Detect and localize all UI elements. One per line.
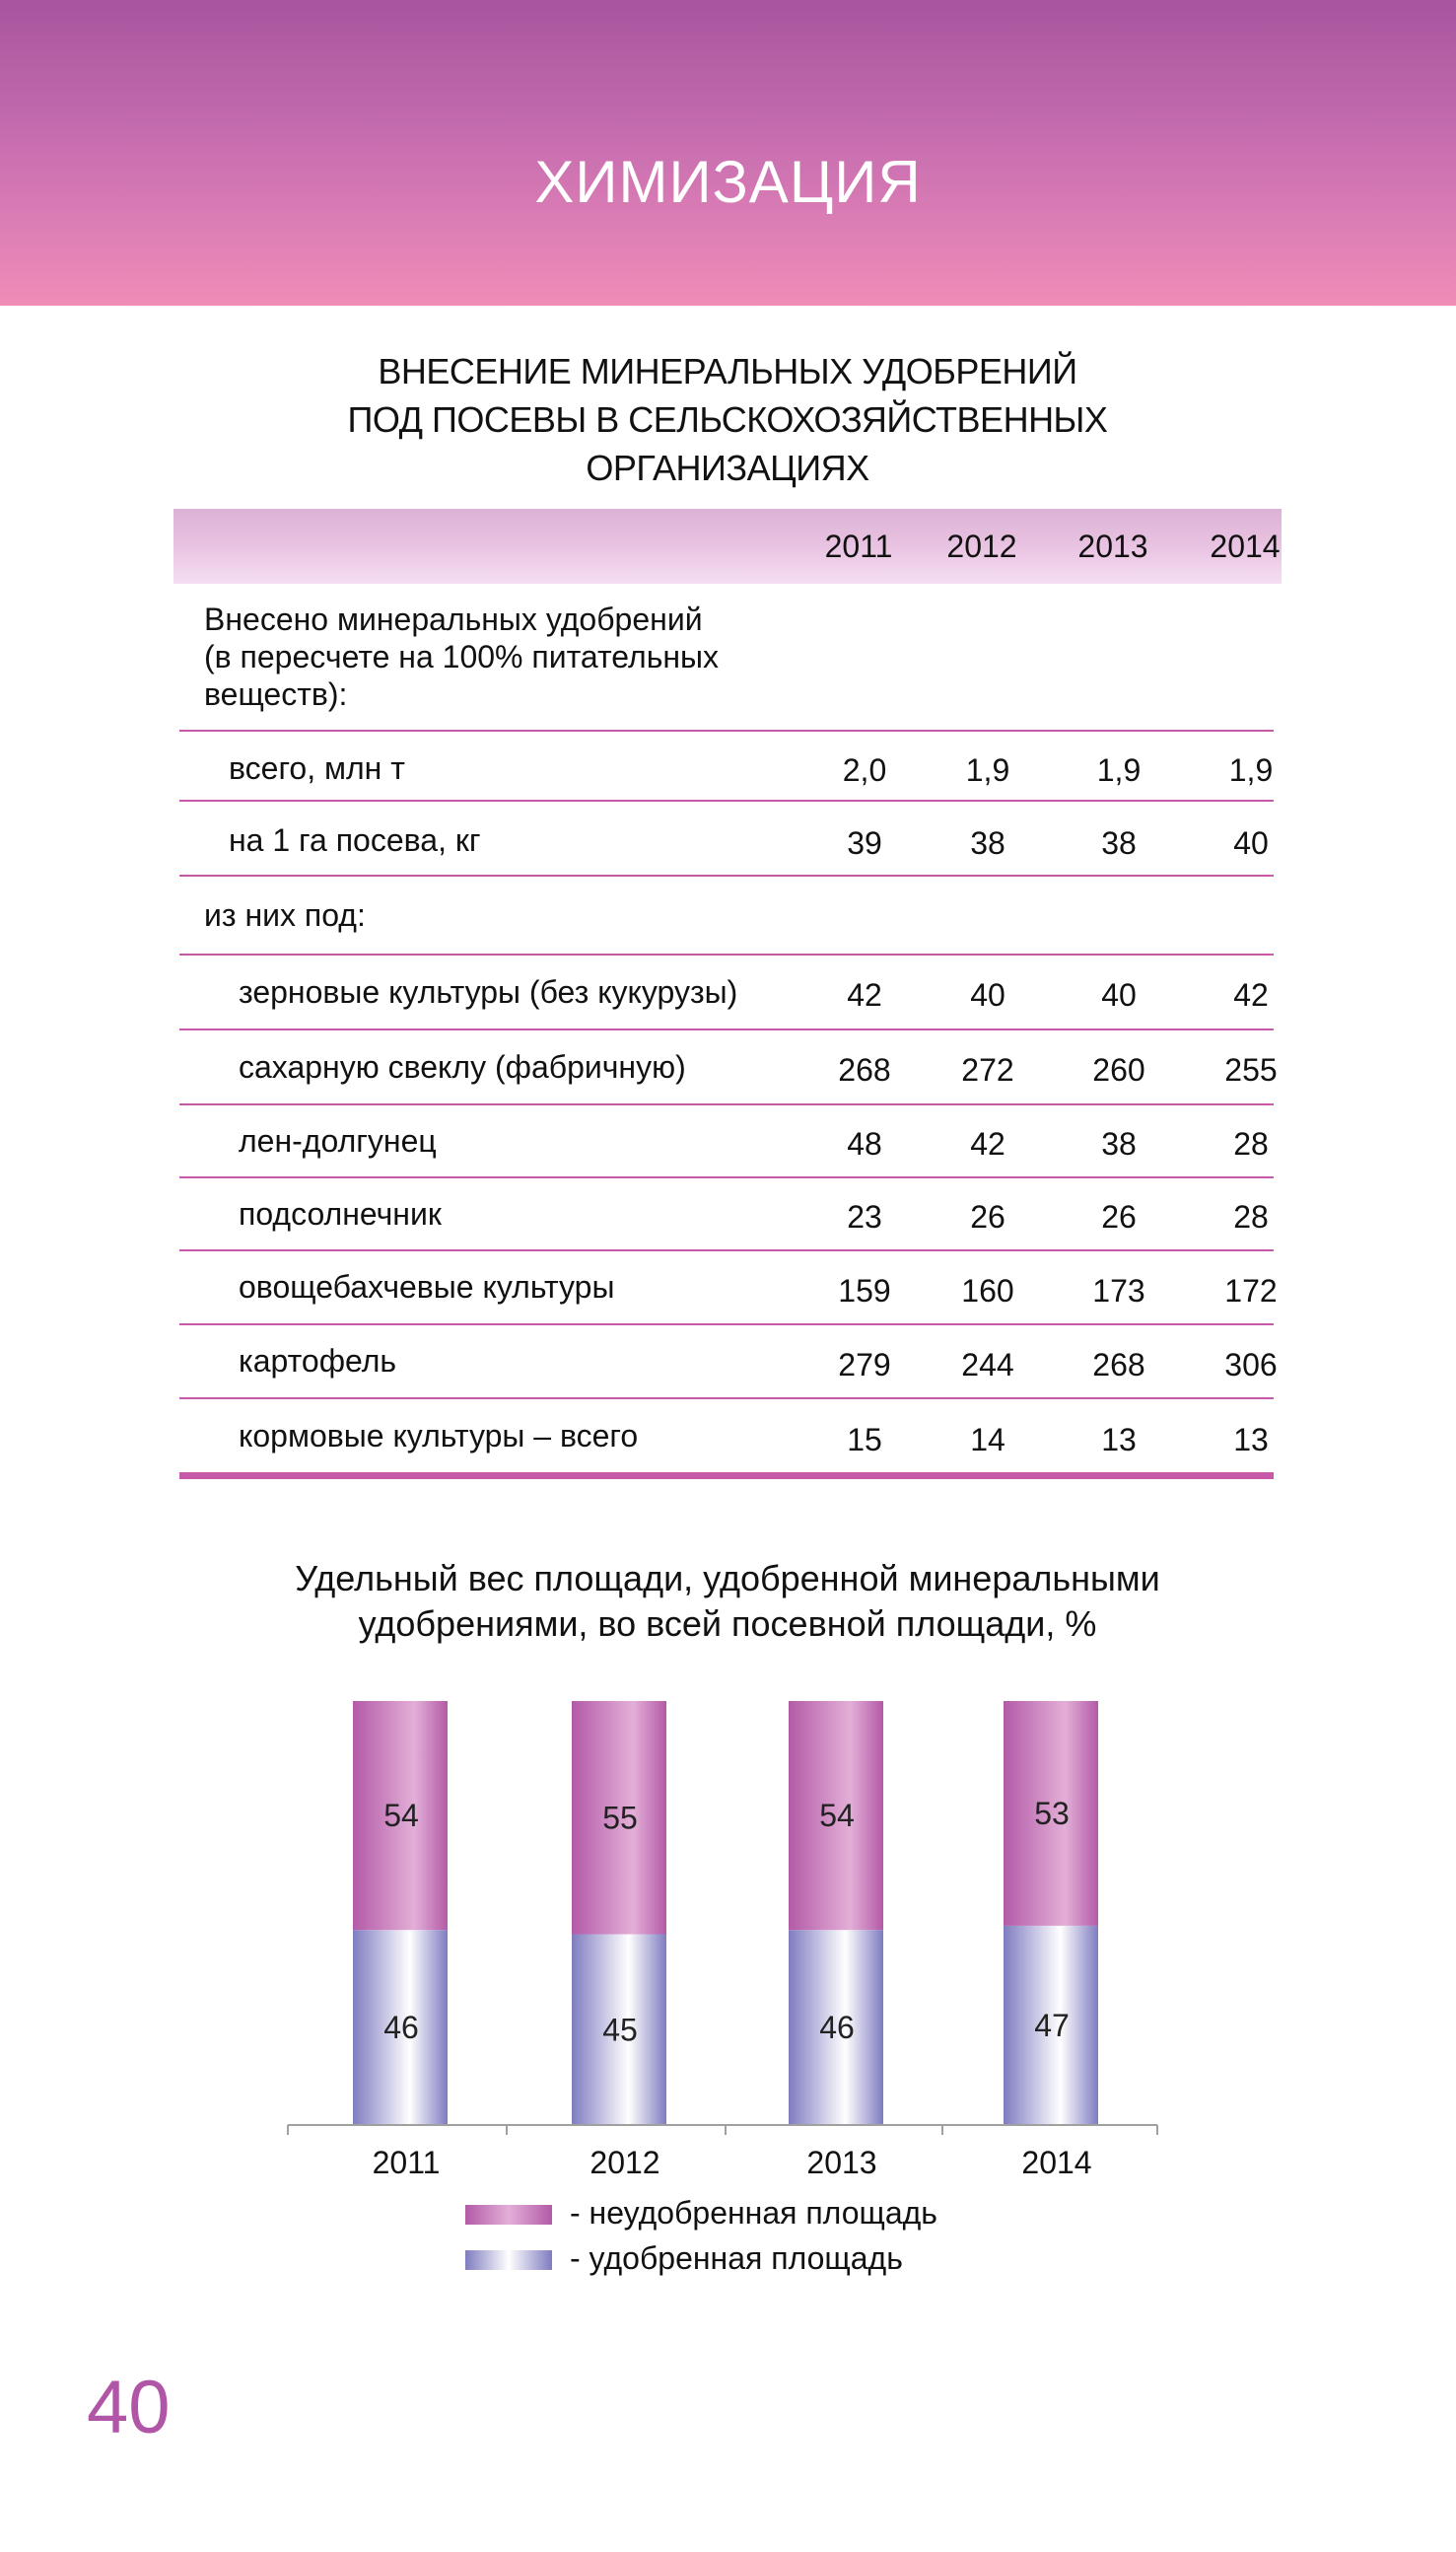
chart-title-line-2: удобрениями, во всей посевной площади, %: [358, 1603, 1097, 1644]
row-value-2012: 160: [961, 1273, 1014, 1309]
row-label: овощебахчевые культуры: [239, 1269, 615, 1305]
row-value-2013: 38: [1101, 1126, 1137, 1162]
row-value-2011: 42: [847, 977, 882, 1013]
intro-line-2: (в пересчете на 100% питательных: [204, 639, 720, 674]
row-value-2011: 15: [847, 1422, 882, 1457]
row-value-2013: 13: [1101, 1422, 1137, 1457]
intro-line-3: веществ):: [204, 676, 348, 712]
year-header-2011: 2011: [824, 529, 893, 564]
row-value-2012: 1,9: [965, 752, 1010, 788]
x-tick-label-2014: 2014: [1021, 2145, 1092, 2180]
bar-label-fertilized-2011: 46: [383, 2010, 419, 2046]
row-value-2014: 306: [1224, 1347, 1278, 1382]
row-value-2013: 1,9: [1096, 752, 1142, 788]
row-value-2011: 23: [847, 1199, 882, 1235]
year-header-2012: 2012: [946, 529, 1017, 564]
x-tick-label-2013: 2013: [806, 2145, 877, 2180]
row-value-2014: 172: [1224, 1273, 1278, 1309]
row-value-2012: 244: [961, 1347, 1014, 1382]
row-label: картофель: [239, 1343, 397, 1379]
table-title-line-1: ВНЕСЕНИЕ МИНЕРАЛЬНЫХ УДОБРЕНИЙ: [378, 351, 1077, 391]
row-value-2014: 13: [1233, 1422, 1269, 1457]
row-value-2012: 14: [970, 1422, 1005, 1457]
bar-label-fertilized-2012: 45: [602, 2012, 638, 2048]
row-label: кормовые культуры – всего: [239, 1418, 639, 1453]
row-value-2013: 38: [1101, 825, 1137, 861]
row-label: подсолнечник: [239, 1196, 442, 1232]
row-value-2013: 173: [1092, 1273, 1145, 1309]
year-header-2014: 2014: [1210, 529, 1281, 564]
chart-title-line-1: Удельный вес площади, удобренной минеральными: [295, 1558, 1160, 1598]
row-value-2011: 48: [847, 1126, 882, 1162]
row-value-2011: 39: [847, 825, 882, 861]
row-value-2014: 28: [1233, 1126, 1269, 1162]
table-title-line-2: ПОД ПОСЕВЫ В СЕЛЬСКОХОЗЯЙСТВЕННЫХ: [347, 399, 1108, 440]
row-value-2014: 1,9: [1228, 752, 1274, 788]
legend-label-fertilized: - удобренная площадь: [570, 2240, 903, 2276]
row-value-2011: 2,0: [842, 752, 887, 788]
row-value-2013: 260: [1092, 1052, 1145, 1088]
row-value-2011: 279: [838, 1347, 891, 1382]
row-value-2013: 268: [1092, 1347, 1145, 1382]
table-title-line-3: ОРГАНИЗАЦИЯХ: [586, 448, 869, 488]
row-value-2013: 26: [1101, 1199, 1137, 1235]
row-label: из них под:: [204, 897, 366, 933]
row-label: всего, млн т: [229, 750, 405, 786]
legend-label-unfertilized: - неудобренная площадь: [570, 2195, 937, 2231]
bar-label-unfertilized-2011: 54: [383, 1798, 419, 1834]
row-label: зерновые культуры (без кукурузы): [239, 974, 738, 1010]
legend-swatch-unfertilized: [465, 2205, 552, 2225]
x-tick-label-2012: 2012: [589, 2145, 660, 2180]
row-label: на 1 га посева, кг: [229, 822, 481, 858]
row-value-2012: 38: [970, 825, 1005, 861]
header-title: ХИМИЗАЦИЯ: [534, 149, 922, 215]
row-value-2012: 272: [961, 1052, 1014, 1088]
row-value-2013: 40: [1101, 977, 1137, 1013]
intro-line-1: Внесено минеральных удобрений: [204, 602, 703, 637]
row-value-2014: 40: [1233, 825, 1269, 861]
row-value-2011: 159: [838, 1273, 891, 1309]
row-value-2014: 42: [1233, 977, 1269, 1013]
legend-swatch-fertilized: [465, 2250, 552, 2270]
bar-label-unfertilized-2014: 53: [1034, 1795, 1070, 1831]
row-value-2014: 28: [1233, 1199, 1269, 1235]
year-header-2013: 2013: [1077, 529, 1148, 564]
bar-label-unfertilized-2012: 55: [602, 1800, 638, 1836]
row-value-2014: 255: [1224, 1052, 1278, 1088]
row-value-2011: 268: [838, 1052, 891, 1088]
row-label: лен-долгунец: [239, 1123, 437, 1159]
row-value-2012: 40: [970, 977, 1005, 1013]
x-tick-label-2011: 2011: [372, 2145, 441, 2180]
row-label: сахарную свеклу (фабричную): [239, 1049, 686, 1085]
page-number: 40: [87, 2366, 171, 2449]
bar-label-unfertilized-2013: 54: [819, 1798, 855, 1834]
row-value-2012: 42: [970, 1126, 1005, 1162]
bar-label-fertilized-2013: 46: [819, 2010, 855, 2046]
row-value-2012: 26: [970, 1199, 1005, 1235]
bar-label-fertilized-2014: 47: [1034, 2007, 1070, 2043]
